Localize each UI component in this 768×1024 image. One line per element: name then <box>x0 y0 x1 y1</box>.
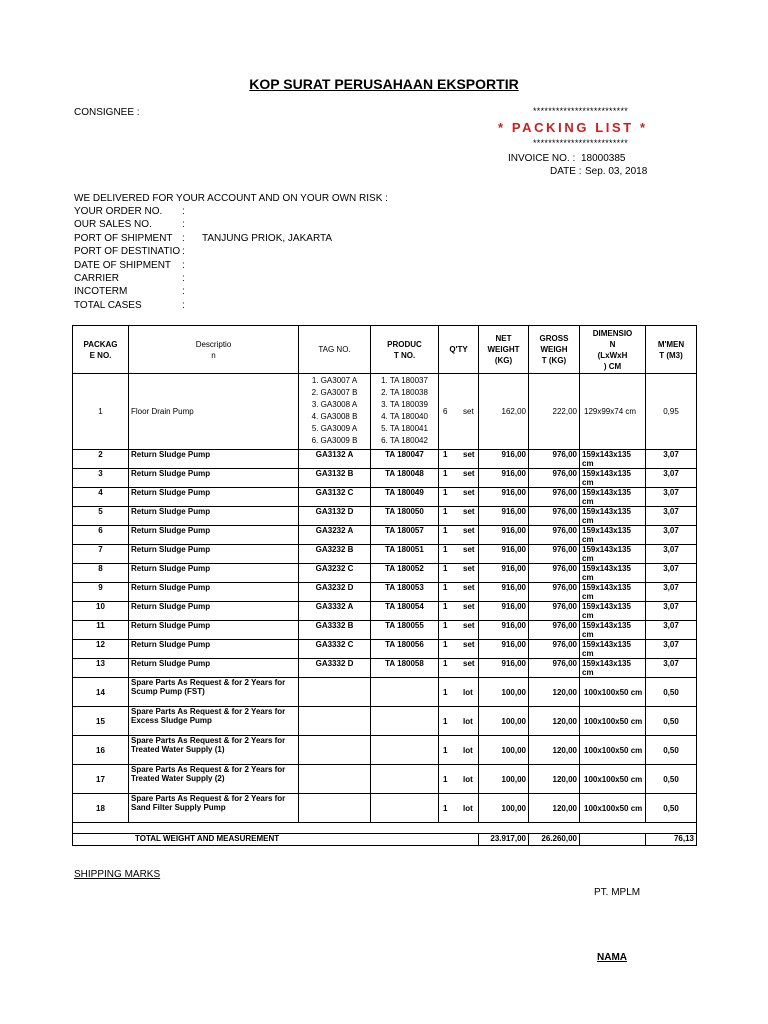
info-row <box>74 273 202 284</box>
cell-product <box>371 765 439 794</box>
cell-dimension: 159x143x135 cm <box>580 602 646 621</box>
qty-value: 1 <box>443 545 448 554</box>
cell-dimension: 100x100x50 cm <box>580 794 646 823</box>
cell-measurement: 3,07 <box>646 583 697 602</box>
cell-product: TA 180054 <box>371 602 439 621</box>
cell-dimension: 159x143x135 cm <box>580 450 646 469</box>
qty-unit: set <box>463 564 475 573</box>
cell-measurement: 3,07 <box>646 545 697 564</box>
cell-qty <box>439 659 479 678</box>
total-dimension <box>580 834 646 846</box>
stars-bottom: ************************* <box>533 138 629 148</box>
total-measurement: 76,13 <box>646 834 697 846</box>
cell-description: Return Sludge Pump <box>129 602 299 621</box>
cell-description: Return Sludge Pump <box>129 640 299 659</box>
cell-gross: 976,00 <box>529 526 580 545</box>
qty-value: 1 <box>443 526 448 535</box>
cell-measurement: 3,07 <box>646 450 697 469</box>
cell-measurement: 0,50 <box>646 765 697 794</box>
cell-gross: 120,00 <box>529 707 580 736</box>
header-dimension: DIMENSIO N (LxWxH ) CM <box>580 326 646 374</box>
cell-description: Return Sludge Pump <box>129 545 299 564</box>
cell-gross: 976,00 <box>529 602 580 621</box>
table-row <box>73 765 697 794</box>
cell-measurement: 0,50 <box>646 736 697 765</box>
cell-no: 9 <box>73 583 129 602</box>
cell-description: Return Sludge Pump <box>129 564 299 583</box>
table-row <box>73 450 697 469</box>
cell-tag: GA3232 A <box>299 526 371 545</box>
header-qty: Q'TY <box>439 326 479 374</box>
cell-measurement: 3,07 <box>646 564 697 583</box>
blank-row <box>73 823 697 834</box>
cell-measurement: 3,07 <box>646 488 697 507</box>
info-separator: : <box>182 206 185 217</box>
info-label: CARRIER <box>74 273 120 284</box>
cell-measurement: 3,07 <box>646 621 697 640</box>
cell-gross: 976,00 <box>529 564 580 583</box>
cell-qty <box>439 621 479 640</box>
date-label: DATE : <box>550 166 582 177</box>
qty-value: 1 <box>443 716 448 726</box>
cell-product <box>371 794 439 823</box>
cell-measurement: 3,07 <box>646 469 697 488</box>
cell-measurement: 3,07 <box>646 507 697 526</box>
cell-dimension: 159x143x135 cm <box>580 469 646 488</box>
qty-value: 1 <box>443 659 448 668</box>
cell-product <box>371 736 439 765</box>
table-row <box>73 583 697 602</box>
cell-no: 12 <box>73 640 129 659</box>
cell-description: Return Sludge Pump <box>129 526 299 545</box>
cell-product: TA 180051 <box>371 545 439 564</box>
product-item: 6. TA 180042 <box>381 436 428 445</box>
cell-gross: 976,00 <box>529 621 580 640</box>
cell-description: Spare Parts As Request & for 2 Years for Excess Sludge Pump <box>129 707 299 736</box>
table-row <box>73 602 697 621</box>
cell-description: Return Sludge Pump <box>129 450 299 469</box>
cell-qty <box>439 707 479 736</box>
product-item: 2. TA 180038 <box>381 388 428 397</box>
cell-no: 2 <box>73 450 129 469</box>
cell-no: 14 <box>73 678 129 707</box>
cell-dimension: 159x143x135 cm <box>580 659 646 678</box>
cell-description: Return Sludge Pump <box>129 507 299 526</box>
table-row <box>73 707 697 736</box>
qty-value: 1 <box>443 621 448 630</box>
cell-gross: 976,00 <box>529 640 580 659</box>
table-row <box>73 564 697 583</box>
cell-tag-list <box>299 374 371 450</box>
info-separator: : <box>182 286 185 298</box>
cell-product: TA 180057 <box>371 526 439 545</box>
cell-measurement: 0,50 <box>646 794 697 823</box>
signature-name: NAMA <box>597 952 627 963</box>
cell-dimension: 159x143x135 cm <box>580 526 646 545</box>
cell-product: TA 180052 <box>371 564 439 583</box>
cell-product: TA 180053 <box>371 583 439 602</box>
cell-tag: GA3232 C <box>299 564 371 583</box>
qty-value: 1 <box>443 774 448 784</box>
cell-dimension: 159x143x135 cm <box>580 545 646 564</box>
cell-dimension: 159x143x135 cm <box>580 488 646 507</box>
header-package-no: PACKAG E NO. <box>73 326 129 374</box>
info-label: INCOTERM <box>74 286 128 298</box>
product-item: 5. TA 180041 <box>381 424 428 433</box>
cell-description: Return Sludge Pump <box>129 621 299 640</box>
cell-measurement: 3,07 <box>646 526 697 545</box>
qty-value: 1 <box>443 583 448 592</box>
cell-qty <box>439 488 479 507</box>
qty-unit: set <box>463 545 475 554</box>
table-row <box>73 794 697 823</box>
qty-unit: set <box>463 469 475 478</box>
cell-tag <box>299 678 371 707</box>
cell-product: TA 180050 <box>371 507 439 526</box>
table-row <box>73 640 697 659</box>
cell-tag <box>299 707 371 736</box>
cell-net: 916,00 <box>479 621 529 640</box>
qty-unit: set <box>463 621 475 630</box>
info-separator: : <box>182 273 185 284</box>
table-row <box>73 374 697 450</box>
cell-description: Return Sludge Pump <box>129 583 299 602</box>
info-separator: : <box>182 299 185 311</box>
cell-description: Spare Parts As Request & for 2 Years for Treated Water Supply (2) <box>129 765 299 794</box>
cell-dimension: 100x100x50 cm <box>580 765 646 794</box>
qty-value: 1 <box>443 564 448 573</box>
invoice-label: INVOICE NO. : <box>508 153 576 164</box>
cell-dimension: 159x143x135 cm <box>580 621 646 640</box>
cell-tag: GA3332 A <box>299 602 371 621</box>
qty-unit: set <box>463 602 475 611</box>
tag-item: 6. GA3009 B <box>311 436 358 445</box>
cell-net: 916,00 <box>479 583 529 602</box>
total-gross: 26.260,00 <box>529 834 580 846</box>
tag-item: 4. GA3008 B <box>311 412 358 421</box>
cell-product: TA 180047 <box>371 450 439 469</box>
cell-tag: GA3332 D <box>299 659 371 678</box>
cell-qty: 6 set <box>439 374 479 450</box>
info-separator: : <box>182 259 185 271</box>
cell-net: 100,00 <box>479 707 529 736</box>
cell-net: 916,00 <box>479 545 529 564</box>
cell-net: 100,00 <box>479 794 529 823</box>
qty-unit: set <box>463 450 475 459</box>
cell-net: 916,00 <box>479 640 529 659</box>
table-row <box>73 545 697 564</box>
cell-no: 10 <box>73 602 129 621</box>
header-product-no: PRODUC T NO. <box>371 326 439 374</box>
cell-tag <box>299 736 371 765</box>
cell-description: Return Sludge Pump <box>129 659 299 678</box>
stars-top: ************************* <box>533 106 629 116</box>
info-label: PORT OF SHIPMENT <box>74 232 173 244</box>
cell-tag: GA3132 D <box>299 507 371 526</box>
cell-dimension: 159x143x135 cm <box>580 564 646 583</box>
cell-no: 4 <box>73 488 129 507</box>
cell-tag: GA3132 C <box>299 488 371 507</box>
cell-net: 162,00 <box>479 374 529 450</box>
cell-no: 6 <box>73 526 129 545</box>
cell-no: 15 <box>73 707 129 736</box>
delivery-intro: WE DELIVERED FOR YOUR ACCOUNT AND ON YOUR OWN RISK : <box>74 193 388 204</box>
cell-tag: GA3232 D <box>299 583 371 602</box>
qty-unit: set <box>463 488 475 497</box>
cell-no: 17 <box>73 765 129 794</box>
cell-tag: GA3132 A <box>299 450 371 469</box>
tag-item: 1. GA3007 A <box>311 376 358 385</box>
cell-gross: 976,00 <box>529 488 580 507</box>
cell-net: 100,00 <box>479 736 529 765</box>
cell-gross: 120,00 <box>529 678 580 707</box>
consignee-label: CONSIGNEE : <box>74 107 140 118</box>
qty-unit: set <box>463 640 475 649</box>
qty-unit: set <box>463 659 475 668</box>
table-row <box>73 736 697 765</box>
cell-no: 16 <box>73 736 129 765</box>
qty-unit: set <box>463 583 475 592</box>
header-tag-no: TAG NO. <box>299 326 371 374</box>
cell-tag: GA3232 B <box>299 545 371 564</box>
cell-qty <box>439 469 479 488</box>
tag-item: 3. GA3008 A <box>311 400 358 409</box>
cell-qty <box>439 526 479 545</box>
cell-product <box>371 678 439 707</box>
qty-unit: lot <box>463 803 473 813</box>
table-row <box>73 621 697 640</box>
info-label: DATE OF SHIPMENT <box>74 259 172 271</box>
cell-no: 11 <box>73 621 129 640</box>
cell-net: 916,00 <box>479 450 529 469</box>
cell-no: 3 <box>73 469 129 488</box>
cell-net: 916,00 <box>479 469 529 488</box>
table-row <box>73 678 697 707</box>
cell-net: 100,00 <box>479 678 529 707</box>
total-net: 23.917,00 <box>479 834 529 846</box>
header-measurement: M'MEN T (M3) <box>646 326 697 374</box>
cell-qty <box>439 564 479 583</box>
cell-measurement: 0,50 <box>646 707 697 736</box>
cell-description: Spare Parts As Request & for 2 Years for Treated Water Supply (1) <box>129 736 299 765</box>
tag-item: 2. GA3007 B <box>311 388 358 397</box>
cell-gross: 222,00 <box>529 374 580 450</box>
cell-measurement: 0,95 <box>646 374 697 450</box>
cell-tag <box>299 794 371 823</box>
cell-dimension: 100x100x50 cm <box>580 678 646 707</box>
qty-unit: lot <box>463 774 473 784</box>
product-item: 3. TA 180039 <box>381 400 428 409</box>
info-row <box>74 260 202 271</box>
cell-net: 916,00 <box>479 507 529 526</box>
qty-value: 1 <box>443 803 448 813</box>
cell-qty <box>439 794 479 823</box>
cell-dimension: 159x143x135 cm <box>580 507 646 526</box>
cell-gross: 976,00 <box>529 583 580 602</box>
info-row <box>74 300 202 311</box>
qty-value: 1 <box>443 507 448 516</box>
total-row <box>73 834 697 846</box>
cell-no: 7 <box>73 545 129 564</box>
packing-list-title: * PACKING LIST * <box>498 120 648 135</box>
cell-qty <box>439 545 479 564</box>
cell-no: 5 <box>73 507 129 526</box>
qty-value: 1 <box>443 450 448 459</box>
cell-description: Return Sludge Pump <box>129 488 299 507</box>
tag-item: 5. GA3009 A <box>311 424 358 433</box>
header-gross-weight: GROSS WEIGH T (KG) <box>529 326 580 374</box>
cell-measurement: 0,50 <box>646 678 697 707</box>
info-label: TOTAL CASES <box>74 299 142 311</box>
qty-unit: lot <box>463 687 473 697</box>
company-name: PT. MPLM <box>594 887 641 898</box>
info-row <box>74 233 332 244</box>
cell-no: 1 <box>73 374 129 450</box>
header-net-weight: NET WEIGHT (KG) <box>479 326 529 374</box>
cell-measurement: 3,07 <box>646 602 697 621</box>
table-row <box>73 469 697 488</box>
cell-net: 916,00 <box>479 659 529 678</box>
table-row <box>73 507 697 526</box>
table-row <box>73 659 697 678</box>
cell-qty <box>439 450 479 469</box>
cell-dimension: 159x143x135 cm <box>580 583 646 602</box>
cell-measurement: 3,07 <box>646 659 697 678</box>
cell-gross: 976,00 <box>529 450 580 469</box>
cell-tag <box>299 765 371 794</box>
info-label: PORT OF DESTINATIO <box>74 246 181 258</box>
qty-value: 1 <box>443 488 448 497</box>
info-label: OUR SALES NO. <box>74 219 152 231</box>
cell-product: TA 180056 <box>371 640 439 659</box>
cell-net: 916,00 <box>479 526 529 545</box>
info-row <box>74 206 202 217</box>
cell-description: Floor Drain Pump <box>129 374 299 450</box>
cell-description: Spare Parts As Request & for 2 Years for Sand Filter Supply Pump <box>129 794 299 823</box>
packing-list-table <box>72 325 697 846</box>
info-value: TANJUNG PRIOK, JAKARTA <box>202 232 333 244</box>
info-row <box>74 246 202 257</box>
date-value: Sep. 03, 2018 <box>585 166 648 177</box>
product-item: 4. TA 180040 <box>381 412 428 421</box>
info-separator: : <box>182 219 185 231</box>
qty-unit: set <box>463 507 475 516</box>
cell-tag: GA3332 C <box>299 640 371 659</box>
cell-product: TA 180055 <box>371 621 439 640</box>
total-label: TOTAL WEIGHT AND MEASUREMENT <box>73 834 479 846</box>
cell-product: TA 180049 <box>371 488 439 507</box>
cell-gross: 120,00 <box>529 736 580 765</box>
cell-dimension: 159x143x135 cm <box>580 640 646 659</box>
cell-no: 18 <box>73 794 129 823</box>
qty-value: 1 <box>443 469 448 478</box>
cell-qty <box>439 640 479 659</box>
cell-gross: 120,00 <box>529 765 580 794</box>
product-item: 1. TA 180037 <box>381 376 428 385</box>
info-row <box>74 286 202 297</box>
cell-description: Return Sludge Pump <box>129 469 299 488</box>
blank-cell <box>73 823 697 834</box>
qty-value: 1 <box>443 602 448 611</box>
qty-unit: lot <box>463 716 473 726</box>
qty-value: 1 <box>443 640 448 649</box>
table-row <box>73 526 697 545</box>
cell-qty <box>439 507 479 526</box>
cell-product: TA 180058 <box>371 659 439 678</box>
shipping-marks-label: SHIPPING MARKS <box>74 869 161 880</box>
cell-dimension: 100x100x50 cm <box>580 707 646 736</box>
info-separator: : <box>182 232 185 244</box>
cell-net: 100,00 <box>479 765 529 794</box>
cell-product-list <box>371 374 439 450</box>
cell-qty <box>439 765 479 794</box>
qty-unit: set <box>463 526 475 535</box>
cell-qty <box>439 583 479 602</box>
info-label: YOUR ORDER NO. <box>74 206 163 217</box>
cell-qty <box>439 736 479 765</box>
cell-qty <box>439 602 479 621</box>
qty-value: 1 <box>443 745 448 755</box>
cell-net: 916,00 <box>479 602 529 621</box>
cell-no: 13 <box>73 659 129 678</box>
cell-dimension: 100x100x50 cm <box>580 736 646 765</box>
cell-gross: 976,00 <box>529 469 580 488</box>
invoice-value: 18000385 <box>581 153 626 164</box>
header-description: Descriptio n <box>129 326 299 374</box>
qty-value: 1 <box>443 687 448 697</box>
cell-dimension: 129x99x74 cm <box>580 374 646 450</box>
cell-gross: 976,00 <box>529 545 580 564</box>
cell-tag: GA3132 B <box>299 469 371 488</box>
cell-measurement: 3,07 <box>646 640 697 659</box>
qty-unit: lot <box>463 745 473 755</box>
cell-net: 916,00 <box>479 564 529 583</box>
cell-gross: 976,00 <box>529 507 580 526</box>
document-title: KOP SURAT PERUSAHAAN EKSPORTIR <box>249 76 519 92</box>
cell-product: TA 180048 <box>371 469 439 488</box>
cell-net: 916,00 <box>479 488 529 507</box>
info-separator: : <box>182 246 185 258</box>
cell-tag: GA3332 B <box>299 621 371 640</box>
info-row <box>74 219 202 230</box>
table-row <box>73 488 697 507</box>
cell-gross: 120,00 <box>529 794 580 823</box>
cell-description: Spare Parts As Request & for 2 Years for Scump Pump (FST) <box>129 678 299 707</box>
cell-gross: 976,00 <box>529 659 580 678</box>
cell-qty <box>439 678 479 707</box>
cell-no: 8 <box>73 564 129 583</box>
cell-product <box>371 707 439 736</box>
